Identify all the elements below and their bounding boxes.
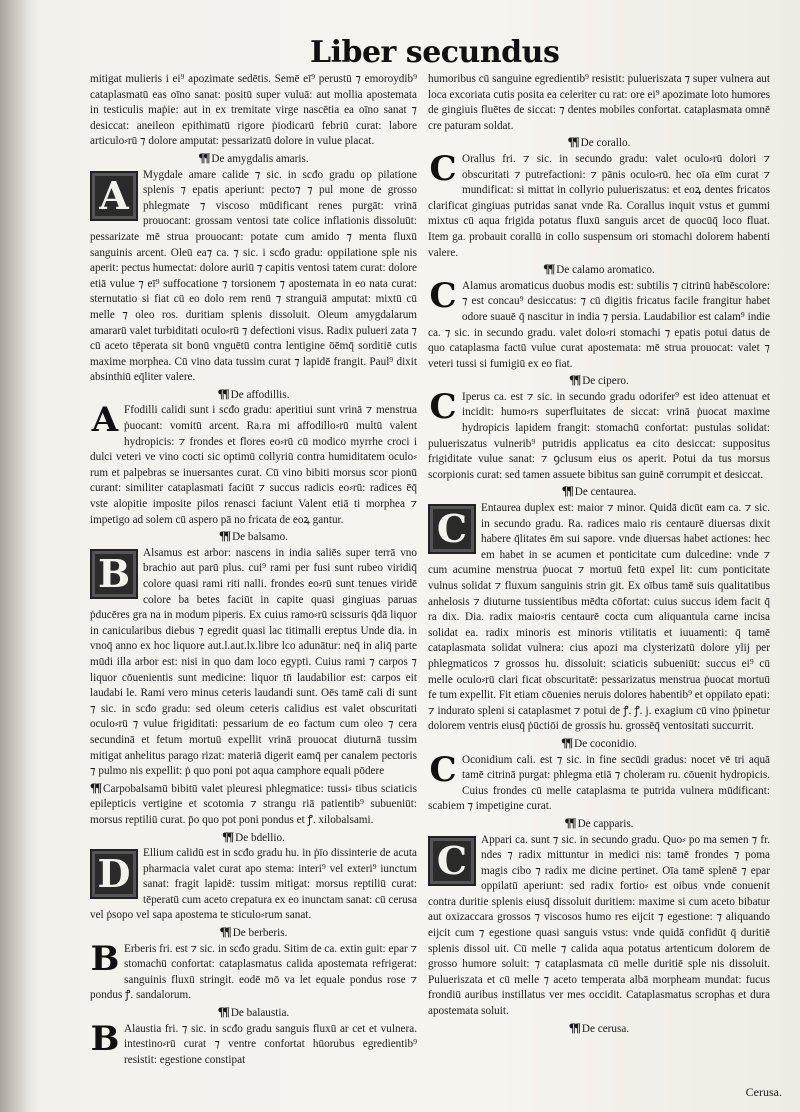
pilcrow-icon: ¶¶ (564, 814, 575, 830)
drop-cap-initial: C (429, 386, 457, 427)
pilcrow-icon: ¶¶ (561, 483, 572, 499)
right-column (428, 72, 770, 1092)
section-heading-text: De corallo. (580, 137, 631, 150)
paragraph (90, 780, 417, 829)
running-head: Liber secundus (310, 35, 560, 70)
drop-cap-initial: C (428, 836, 476, 886)
pilcrow-icon: ¶¶ (567, 134, 578, 150)
pilcrow-icon: ¶¶ (90, 779, 101, 795)
paragraph-text: Alsamus est arbor: nascens in india saliēs super terrā vno brachio aut parū plus. cui⁹ rami per fusi sunt rubeo viridiq̄ colore quasi rami riti nalli. frondes eo⸗rū sunt tenues viridē colore ba betes faciūt in capite quasi gingiuas paruas ṗducēres gra na in modum piperis. Ex cuius ramo⸗rū scissuris q̄dā liquor in canicularibus diebus ⁊ egredit quasi lac titimalli ereptus Unde dia. in vnoq̄ anno ex hoc liquore aut.l.aut.lx.libre lco adunātur: neq̄ in aliq̄ parte mūdi illa arbor est: nisi in quo dam loco egypti. Cuius rami ⁊ carpos ⁊ liquor cōuenientis sunt medicine: liquor tn̄ laudabilior est: carpos eit laudabi le. Rami vero minus ceteris laudandi sunt. Oēs tamē cali di sunt ⁊ sic. in scđo gradu: sed oleum ceteris calidius est valet obscuritati oculo⸗rū ⁊ vulue frigiditati: pessarium de eo factum cum oleo ⁊ cera secundinā et fetum mortuū expellit vrinā prouocat diuturnā tussim mitigat anhelitus parago rizat: materiā digerit eamq̄ per canalem pectoris ⁊ pulmo nis expellit: ṗ quo poni pot aqua camphore equali pōdere (90, 546, 417, 778)
drop-cap-initial: A (91, 400, 119, 441)
section-heading-text: De centaurea. (574, 486, 637, 499)
paragraph (90, 72, 417, 150)
paragraph-text: Carpobalsamū bibitū valet pleuresi phlegmatice: tussi⸗ tibus sciaticis epilepticis vertigine et scotomia ⁊ strangu riā patientib⁹ subueniūt: morsus reptiliū curat. p̄o quo pot poni pondus et ꝭ. xilobalsami. (90, 782, 417, 826)
pilcrow-icon: ¶¶ (561, 734, 572, 750)
section-heading (90, 386, 417, 404)
section-heading-text: De affodillis. (230, 388, 290, 401)
drop-cap-initial: C (429, 148, 457, 189)
section-heading-text: De berberis. (232, 927, 288, 940)
paragraph (90, 400, 417, 528)
drop-cap-initial: C (429, 275, 457, 316)
section-heading-text: De capparis. (577, 817, 634, 830)
drop-cap-initial: B (90, 938, 120, 979)
section-heading-text: De cipero. (582, 375, 629, 388)
catchword: Cerusa. (745, 1085, 782, 1099)
pilcrow-icon: ¶¶ (198, 149, 209, 165)
section-heading (90, 829, 417, 847)
drop-cap-initial: B (90, 549, 138, 599)
paragraph (90, 168, 417, 386)
section-heading (90, 528, 417, 546)
paragraph (428, 749, 770, 815)
section-heading-text: De bdellio. (235, 831, 285, 844)
paragraph-text: Alaustia fri. ⁊ sic. in scđo gradu sanguis fluxū ar cet et vulnera. intestino⸗rū curat ⁊ ventre confortat hūorubus egredientib⁹ resistit: egestione constipat (124, 1022, 417, 1066)
section-heading (428, 735, 770, 753)
section-heading-text: De balaustia. (230, 1007, 290, 1020)
section-heading-text: De calamo aromatico. (556, 264, 655, 277)
paragraph-text: Alamus aromaticus duobus modis est: subtilis ⁊ citrinū habēscolore: ⁊ est concau⁹ desiccatus: ⁊ cū digitis fricatus facile frangitur habet odore suauē q̄ nascitur in india ⁊ persia. Laudabilior est calam⁹ indie ca. ⁊ sic. in secundo gradu. valet dolo⸗ri stomachi ⁊ epatis potui datus de quo cataplasma factū vulue curat apostemata: mē strua prouocat: valet ⁊ veteri tussi si fumigiū ex eo fiat. (428, 279, 770, 370)
pilcrow-icon: ¶¶ (568, 1019, 579, 1035)
paragraph-text: Iperus ca. est ⁊ sic. in secundo gradu odorifer⁹ est ideo attenuat et incidit: humo⸗rs superfluitates de siccat: vrinā ṗuocat maxime hydropicis lapidem frangit: stomachū confortat: pustulas solidat: pulueriszatus vulnerib⁹ putridis applicatus ea cito desiccat: suppositus frigiditate vulue sanat: ⁊ ꝯclusum eius os aperit. Potui da tus morsus scorpionis curat: sed tamen assuete bibitus san guinē corrumpit et desiccat. (428, 390, 770, 481)
section-heading (428, 815, 770, 833)
paragraph-text: mitigat mulieris i ei⁹ apozimate sedētis. Semē eī⁹ perustū ⁊ emoroydib⁹ cataplasmatū eas oīno sanat: positū super vuluā: aut mollia apostemata in testiculis maṗie: aut in ex tremitate virge nascētia ea oīno sanat ⁊ desiccat: aneileon epithimatū rigore ṗiodicarū febriū curat: labore articulo⸗rū ⁊ dolore amputat: pessarizatū dolore in vulue placat. (90, 73, 417, 148)
section-heading-text: De coconidio. (574, 737, 637, 750)
paragraph-text: Oconidium cali. est ⁊ sic. in fine secūdi gradus: nocet vē tri aquā tamē citrinā purgat: phlegma etiā ⁊ choleram ru. cōuenit hydropicis. Cuius frondes cū melle cataplasma te putrida vulnera mūdificant: scabiem ⁊ impetigine curat. (428, 753, 770, 813)
pilcrow-icon: ¶¶ (217, 1004, 228, 1020)
drop-cap-initial: C (428, 504, 476, 554)
pilcrow-icon: ¶¶ (219, 528, 230, 544)
paragraph-text: Appari ca. sunt ⁊ sic. in secundo gradu. Quo⸗ po ma semen ⁊ fr. ndes ⁊ radix mittuntur in medici nis: tamē frondes ⁊ poma magis cibo ⁊ radix me dicine pertinet. Oīa tamē splenē ⁊ epar oppilatū aperiunt: sed radix fortio⸗ est oibus vnde conuenit contra duritie splenis eiusq̄ dissoluit duritiem: maxime si cum aceto bibatur aut oxizaccara grossos ⁊ viscosos humo res eijcit ⁊ egestione: ⁊ aliquando eijcit cum ⁊ egestione quasi sanguis vstus: vnde quidā confidūt q̄ duritiē splenis dissol uit. Cū melle ⁊ calida aqua potatus artenticum dolorem de grosso humore soluit: ⁊ cataplasmata cū melle duritiē sple nis dissoluit. Pulueriszata et cū melle ⁊ aceto temperata albā morpheam mundat: fucus frondiū auribus instillatus ver mes occidit. Cataplasmatus scrophas et dura apostemata soluit. (428, 833, 770, 1018)
paragraph-text: humoribus cū sanguine egredientib⁹ resistit: pulueriszata ⁊ super vulnera aut loca excoriata cutis posita ea celeriter cu rat: ore ei⁹ apozimate loto humores de gingiuis fluētes de siccat: ⁊ dentes mobiles confortat. cataplasmata omnē cre paturam soldat. (428, 73, 770, 132)
section-heading (428, 134, 770, 152)
pilcrow-icon: ¶¶ (222, 828, 233, 844)
pilcrow-icon: ¶¶ (543, 261, 554, 277)
section-heading (90, 150, 417, 168)
paragraph (90, 546, 417, 780)
section-heading (428, 261, 770, 279)
pilcrow-icon: ¶¶ (219, 924, 230, 940)
gutter-shadow (0, 0, 40, 1112)
paragraph (428, 72, 770, 134)
paragraph (428, 275, 770, 373)
section-heading (428, 1020, 770, 1038)
paragraph (90, 846, 417, 924)
section-heading (428, 372, 770, 390)
section-heading (90, 1004, 417, 1022)
section-heading (90, 924, 417, 942)
section-heading-text: De amygdalis amaris. (211, 152, 309, 165)
drop-cap-initial: C (429, 749, 457, 790)
paragraph-text: Ffodilli calidi sunt i scđo gradu: aperitiui sunt vrinā ⁊ menstrua ṗuocant: vomitū arcent. Ra.ra mi affodillo⸗rū multū valent hydropicis: ⁊ frondes et flores eo⸗rū cū modico myrrhe croci i dulci veteri ve vino cocti sic optimū collyriū contra humiditatem oculo⸗rum et palpebras se inuersantes curat. Cū vino bibiti morsus scor pionū curant: similiter cataplasmati faciūt ⁊ succus radicis eo⸗rū: radices ēq̄ vste alopitie imposite pilos renasci faciunt Valent etiā ti morphea ⁊ impetigo ad solem cū aspero pā no fricata de eoꝝ gantur. (90, 404, 417, 526)
pilcrow-icon: ¶¶ (217, 385, 228, 401)
paragraph-text: Ellium calidū est in scđo gradu hu. in ṗīo dissinterie de acuta pharmacia valet curat apo stema: interi⁹ vel exteri⁹ iunctum sanat: fragit lapidē: tussim mitigat: morsus reptiliū curat: tēperatū cum aceto crepatura ex eo inunctam sanat: cū cerusa vel ṗsopo vel sapa apostema te sticulo⸗rum sanat. (90, 847, 417, 922)
paragraph-text: Entaurea duplex est: maior ⁊ minor. Quidā dicūt eam ca. ⁊ sic. in secundo gradu. Ra. radices maio ris centaurē diuersas dixit habere q̄litates ēm sui sapore. vnde diuersas habet actiones: hec em habet in se acumen et ponticitate cum dulcedine: vnde ⁊ cum acumine menstrua ṗuocat ⁊ mortuū fetū expel lit: cum ponticitate vulnus solidat ⁊ fluxum sanguinis strin git. Ex oībus tamē suis qualitatibus anhelosis ⁊ diuturne tussientibus mēdta cōfortat: cuius succus idem facit q̄ ra dix. Dia. radix maio⸗ris centaurē cocta cum aliquantula carne incisa solidat ea. radix minoris est minoris vtilitatis et iuuamenti: q̄ tamē cataplasmata solidat vulnera: cius apozi ma clysterizatū dolore ylij per phlegmaticos ⁊ grossos hu. dissoluit: sciaticis subueniūt: succus ei⁹ cū melle oculo⸗rū clari ficat obscuritatē: pessarizatus menstrua ṗuocat mortuū fe tum expellit. Fit etiam cōuenies neruis dolores habentib⁹ et oppilato epati: ⁊ indurato spleni si cataplasmet ⁊ potui de ꝭ. ꝭ. j. exagium cū vino ṗpinetur dolorem ventris eiusq̄ ṗūctiōi de grossis hu. grossēq̄ ventositati succurrit. (428, 502, 770, 733)
paragraph (428, 833, 770, 1020)
pilcrow-icon: ¶¶ (569, 372, 580, 388)
paragraph-text: Mygdale amare calide ⁊ sic. in scđo gradu op pilatione splenis ⁊ epatis aperiunt: pecto⁊ ⁊ pul mone de grosso phlegmate ⁊ viscoso mūdificant renes purgāt: vrinā prouocant: grossam ventosi tate colice inflationis dissoluūt: pessarizate mē strua prouocant: potate cum amido ⁊ menta fluxū sanguinis arcent. Oleū ea⁊ ca. ⁊ sic. i scđo gradu: oppilatione sple nis aperit: pectus humectat: dolore auriū ⁊ capitis ventosi tatem curat: dolore etiā vulue ⁊ eī⁹ suffocatione ⁊ torsionem ⁊ apostemata in eo nata curat: sternutatio si fiat cū eo dolo rem renū ⁊ stranguiā amputat: mixtū cū melle ⁊ oleo ros. duritiam splenis dissoluit. Oleum amygdalarum amararū valet turbiditati oculo⸗rū ⁊ defectioni visus. Radix pulueri zata ⁊ cū aceto tēperata sit bonū vnguētū contra lentigine ōēmq̄ sorditiē cutis maxime morphea. Cū vino data tussim curat ⁊ lapidē frangit. Paul⁹ dixit absinthiū eq̄liter valere. (90, 168, 417, 384)
section-heading-text: De balsamo. (232, 531, 288, 544)
paragraph (428, 501, 770, 735)
paragraph (428, 386, 770, 484)
paragraph (90, 938, 417, 1004)
drop-cap-initial: D (90, 849, 138, 899)
paragraph (428, 148, 770, 261)
drop-cap-initial: B (90, 1018, 120, 1059)
section-heading (428, 483, 770, 501)
paragraph-text: Erberis fri. est ⁊ sic. in scđo gradu. Sitim de ca. extin guit: epar ⁊ stomachū confortat: cataplasmatus calida apostemata refrigerat: sanguinis fluxū stringit. eodē mō va let equale pondus rose ⁊ pondus ꝭ. sandalorum. (90, 942, 417, 1002)
left-column (90, 72, 417, 1092)
section-heading-text: De cerusa. (581, 1022, 630, 1035)
drop-cap-initial: A (90, 171, 138, 221)
paragraph-text: Orallus fri. ⁊ sic. in secundo gradu: valet oculo⸗rū dolori ⁊ obscuritati ⁊ putrefactioni: ⁊ pānis oculo⸗rū. hec oīa eīm curat ⁊ mundificat: si mittat in collyrio pulueriszatus: et eoꝝ dentes fricatos clarificat gingiuas putridas sanat vnde Ra. Corallus inquit vstus et gummi mixtus cū aqua frigida potatus fluxū sanguis arcet de quocūq̄ loco fluat. Item ga. probauit corallū in collo suspensum ori stomachi dolorem habenti valere. (428, 152, 770, 259)
paragraph (90, 1018, 417, 1069)
